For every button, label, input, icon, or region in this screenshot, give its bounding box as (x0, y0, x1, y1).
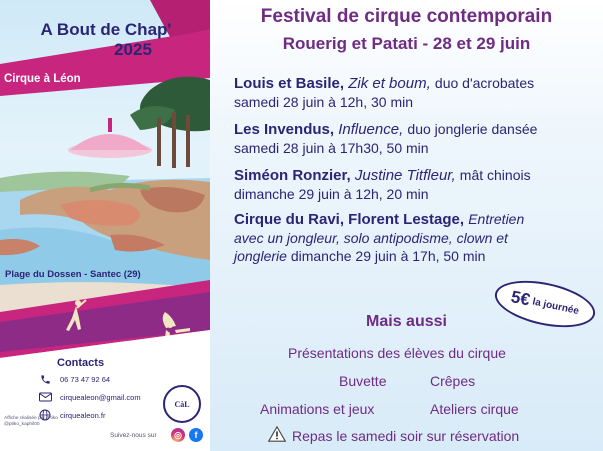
dinner-notice (268, 426, 519, 446)
event-time: samedi 28 juin à 17h30, 50 min (234, 140, 429, 156)
contact-website-text[interactable]: cirquealeon.fr (60, 410, 106, 420)
poster-title (22, 20, 190, 60)
poster-credit: Affiche réalisée par P'tiko @ptiko_kaphil00 (4, 416, 58, 427)
festival-subtitle: Rouerig et Patati - 28 et 29 juin (282, 34, 531, 53)
program-panel (210, 0, 603, 451)
follow-us-label: Suivez-nous sur (110, 432, 157, 439)
event-description: duo d'acrobates (434, 75, 535, 91)
contact-email (36, 392, 141, 402)
phone-icon (36, 374, 54, 385)
event-item (234, 120, 600, 157)
event-item (234, 74, 600, 111)
event-item (234, 166, 600, 203)
event-time: dimanche 29 juin à 12h, 20 min (234, 186, 429, 202)
event-show: Entretien (468, 211, 525, 227)
event-description: mât chinois (459, 167, 531, 183)
cirque-logo: CàL (163, 385, 201, 423)
contacts-title: Contacts (57, 357, 105, 369)
event-description: duo jonglerie dansée (407, 121, 538, 137)
contact-email-text[interactable]: cirquealeon@gmail.com (60, 392, 141, 402)
extra-buvette: Buvette (339, 373, 387, 389)
event-performer: Siméon Ronzier, (234, 167, 351, 184)
event-performer: Les Invendus, (234, 121, 335, 138)
contact-phone (36, 374, 110, 385)
event-performer: Cirque du Ravi, Florent Lestage, (234, 211, 465, 228)
event-show: Zik et boum, (348, 75, 431, 92)
poster-panel (0, 0, 210, 451)
event-item (234, 210, 600, 265)
price-amount: 5€ (509, 287, 532, 310)
warning-icon (268, 426, 286, 446)
event-show-continued: avec un jongleur, solo antipodisme, clown et (234, 230, 508, 246)
festival-title: Festival de cirque contemporain (260, 6, 553, 27)
event-show: Influence, (338, 121, 404, 138)
poster-organizer: Cirque à Léon (4, 73, 81, 85)
contact-phone-text: 06 73 47 92 64 (60, 375, 111, 384)
poster-location: Plage du Dossen - Santec (29) (5, 269, 141, 280)
extra-crepes: Crêpes (430, 373, 476, 389)
dinner-notice-text: Repas le samedi soir sur réservation (292, 428, 520, 444)
also-title: Mais aussi (366, 313, 447, 330)
event-show-end: jonglerie (234, 248, 287, 264)
price-unit: la journée (531, 295, 580, 317)
event-time: dimanche 29 juin à 17h, 50 min (290, 248, 486, 264)
poster-title-line2: 2025 (114, 40, 152, 59)
extra-presentations: Présentations des élèves du cirque (288, 345, 506, 361)
event-performer: Louis et Basile, (234, 75, 345, 92)
event-time: samedi 28 juin à 12h, 30 min (234, 94, 413, 110)
instagram-icon[interactable]: ◎ (171, 428, 185, 442)
extra-ateliers: Ateliers cirque (430, 401, 519, 417)
event-show: Justine Titfleur, (354, 167, 456, 184)
facebook-icon[interactable]: f (189, 428, 203, 442)
poster-title-line1: A Bout de Chap' (40, 20, 172, 39)
extra-animations: Animations et jeux (260, 401, 375, 417)
mail-icon (36, 392, 54, 402)
